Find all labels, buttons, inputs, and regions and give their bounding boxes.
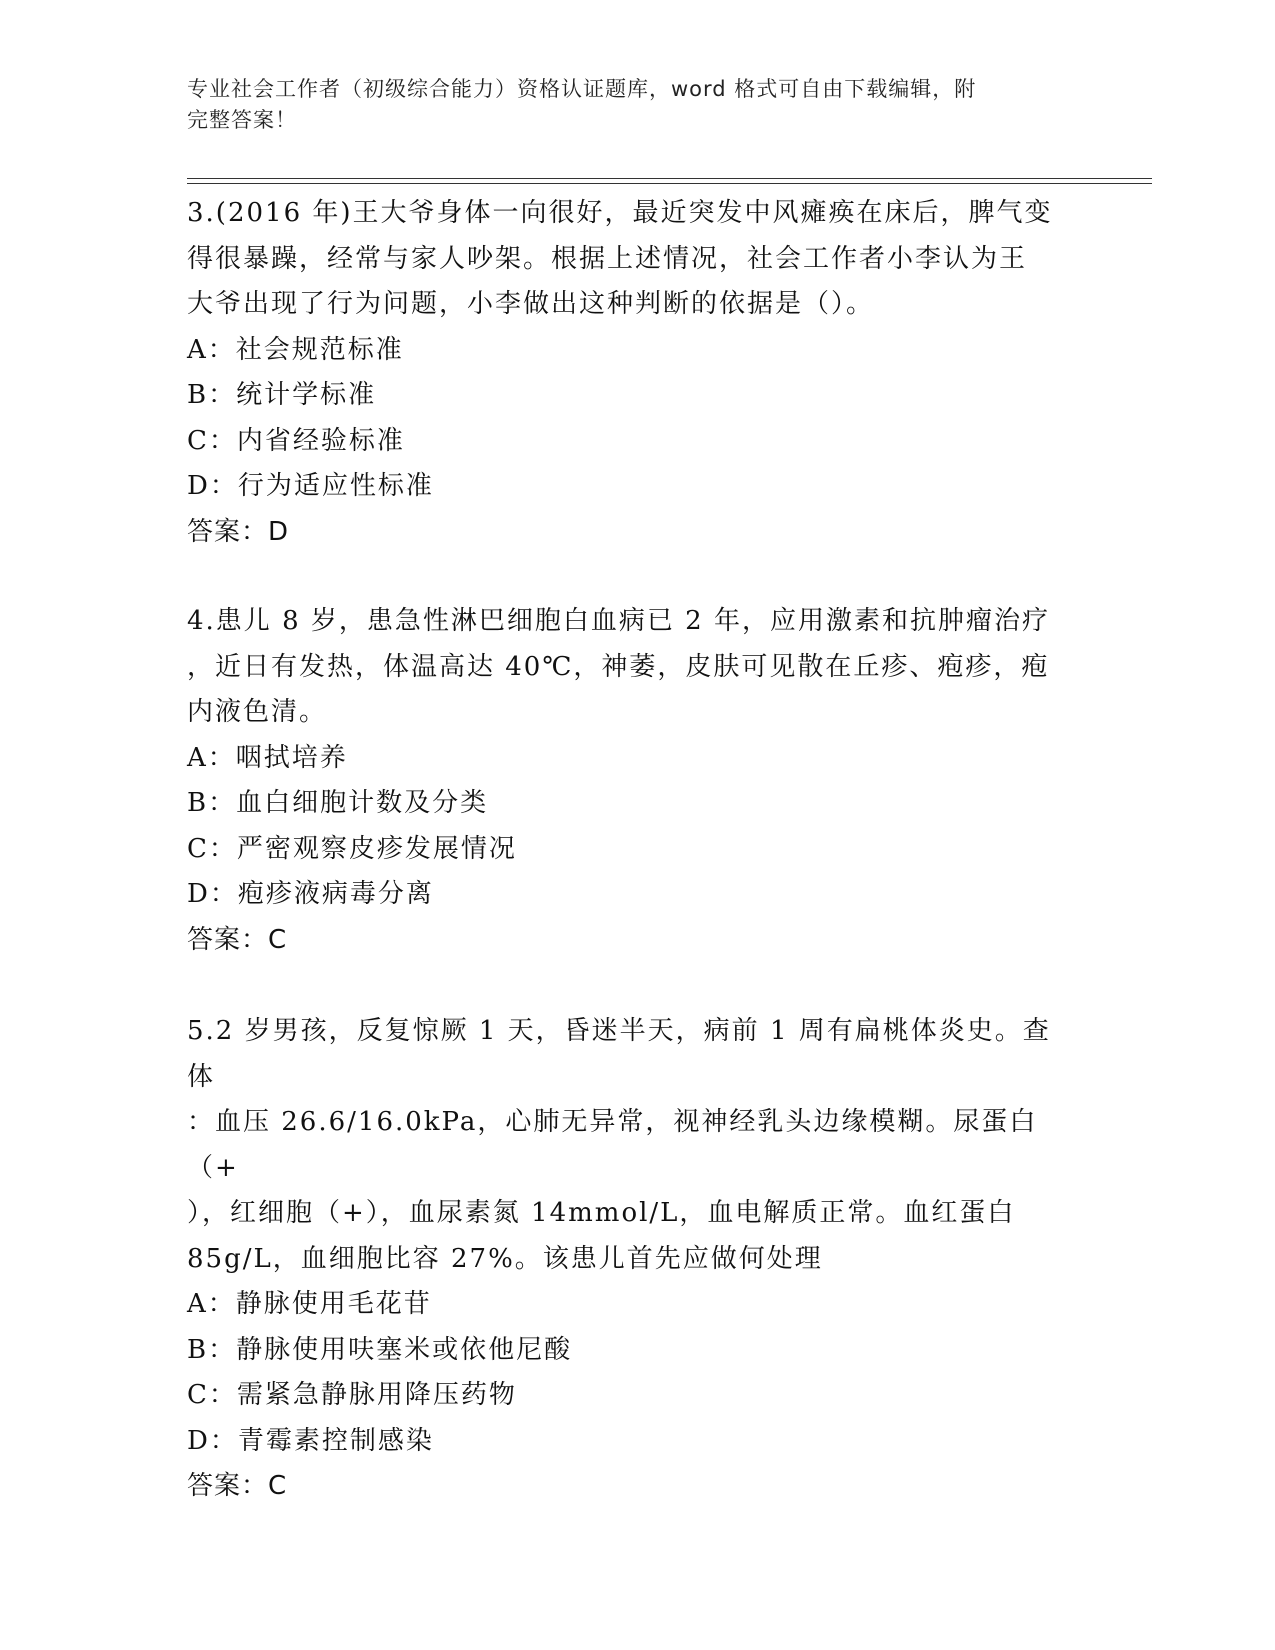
header-line-1: 专业社会工作者（初级综合能力）资格认证题库，word 格式可自由下载编辑，附 (187, 77, 977, 101)
header-divider-bottom (187, 183, 1152, 184)
question-stem-line: 大爷出现了行为问题，小李做出这种判断的依据是（）。 (187, 289, 875, 319)
option-c: C：内省经验标准 (187, 425, 405, 456)
option-b: B：血白细胞计数及分类 (187, 788, 489, 818)
option-b: B：静脉使用呋塞米或依他尼酸 (187, 1334, 573, 1365)
option-d: D：行为适应性标准 (187, 471, 434, 501)
question-stem-line: 得很暴躁，经常与家人吵架。根据上述情况，社会工作者小李认为王 (187, 243, 1028, 274)
option-a: A：静脉使用毛花苷 (187, 1289, 432, 1319)
question-stem-line: ：血压 26.6/16.0kPa，心肺无异常，视神经乳头边缘模糊。尿蛋白（+ (187, 1107, 1038, 1183)
header-divider-top (187, 178, 1152, 179)
question-stem-line: 内液色清。 (187, 697, 328, 727)
question-stem-line: 3.(2016 年)王大爷身体一向很好，最近突发中风瘫痪在床后，脾气变 (187, 198, 1053, 228)
option-c: C：严密观察皮疹发展情况 (187, 833, 517, 864)
option-d: D：疱疹液病毒分离 (187, 879, 434, 909)
question-3 (187, 191, 1067, 555)
option-c: C：需紧急静脉用降压药物 (187, 1380, 517, 1410)
option-d: D：青霉素控制感染 (187, 1425, 434, 1456)
question-stem-line: 5.2 岁男孩，反复惊厥 1 天，昏迷半天，病前 1 周有扁桃体炎史。查体 (187, 1016, 1051, 1092)
option-a: A：咽拭培养 (187, 742, 348, 773)
question-stem-line: ），红细胞（+），血尿素氮 14mmol/L，血电解质正常。血红蛋白 (187, 1198, 1016, 1228)
option-b: B：统计学标准 (187, 380, 377, 410)
option-a: A：社会规范标准 (187, 334, 404, 365)
question-5 (187, 1009, 1067, 1510)
answer-line: 答案：D (187, 516, 290, 547)
answer-line: 答案：C (187, 924, 288, 955)
header-line-2: 完整答案！ (187, 108, 297, 132)
question-stem-line: 85g/L，血细胞比容 27%。该患儿首先应做何处理 (187, 1243, 823, 1274)
question-stem-line: ，近日有发热，体温高达 40℃，神萎，皮肤可见散在丘疹、疱疹，疱 (187, 651, 1050, 682)
question-stem-line: 4.患儿 8 岁，患急性淋巴细胞白血病已 2 年，应用激素和抗肿瘤治疗 (187, 606, 1050, 636)
document-header (187, 74, 1067, 136)
answer-line: 答案：C (187, 1471, 288, 1501)
question-4 (187, 599, 1067, 963)
